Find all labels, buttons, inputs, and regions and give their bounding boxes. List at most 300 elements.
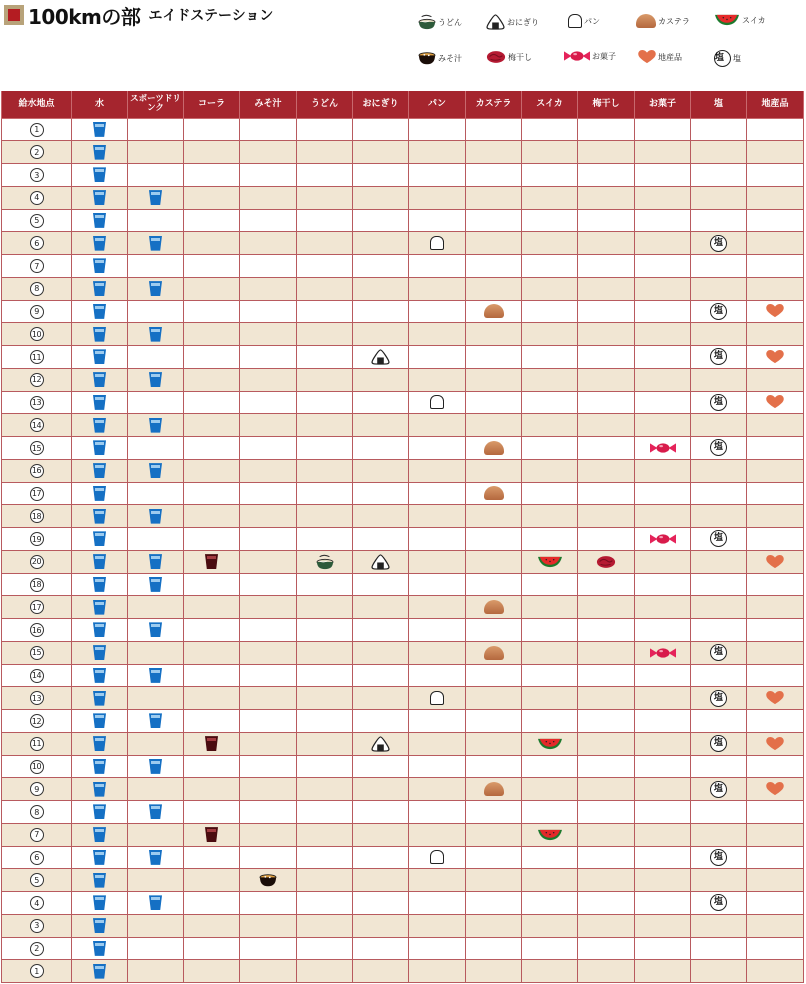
sports-icon [149, 804, 162, 819]
table-row [2, 573, 804, 596]
cell-misosoup [240, 255, 297, 278]
onigiri-icon [371, 554, 390, 570]
salt-icon: 塩 [714, 50, 731, 67]
cell-candy [635, 255, 691, 278]
cell-umeboshi [578, 937, 635, 960]
cell-candy [635, 914, 691, 937]
table-row [2, 778, 804, 801]
cell-udon [297, 164, 353, 187]
cell-bread [409, 300, 466, 323]
cell-umeboshi [578, 118, 635, 141]
misosoup-icon [259, 872, 277, 888]
table-row [2, 710, 804, 733]
castella-icon [484, 600, 504, 614]
cell-water [72, 619, 128, 642]
cell-cola [184, 869, 240, 892]
cell-umeboshi [578, 869, 635, 892]
station-cell [2, 505, 72, 528]
page-title [4, 2, 273, 28]
water-icon [93, 440, 106, 455]
cell-onigiri [353, 892, 409, 915]
legend-label: 地産品 [658, 52, 682, 62]
station-number: 6 [30, 851, 44, 865]
cell-candy [635, 664, 691, 687]
cell-onigiri [353, 869, 409, 892]
cell-bread [409, 960, 466, 983]
cell-misosoup [240, 164, 297, 187]
cell-umeboshi [578, 186, 635, 209]
station-number: 9 [30, 782, 44, 796]
cell-onigiri [353, 414, 409, 437]
table-row [2, 141, 804, 164]
cell-salt [691, 141, 747, 164]
cell-udon [297, 255, 353, 278]
cell-watermelon [522, 346, 578, 369]
cell-watermelon [522, 277, 578, 300]
salt-icon: 塩 [710, 849, 727, 866]
cell-onigiri [353, 960, 409, 983]
cell-udon [297, 346, 353, 369]
cell-salt [691, 528, 747, 551]
cell-cola [184, 528, 240, 551]
cell-castella [466, 459, 522, 482]
sports-icon [149, 577, 162, 592]
column-header-castella: カステラ [466, 91, 522, 118]
table-row [2, 346, 804, 369]
cell-cola [184, 505, 240, 528]
cell-misosoup [240, 892, 297, 915]
water-icon [93, 281, 106, 296]
table-row [2, 255, 804, 278]
candy-icon [650, 647, 676, 659]
water-icon [93, 531, 106, 546]
station-number: 16 [30, 623, 44, 637]
station-number: 10 [30, 327, 44, 341]
cell-cola [184, 596, 240, 619]
cell-umeboshi [578, 437, 635, 460]
cell-misosoup [240, 573, 297, 596]
cell-cola [184, 368, 240, 391]
cell-cola [184, 255, 240, 278]
cell-watermelon [522, 869, 578, 892]
legend-label: 塩 [733, 54, 741, 63]
cell-salt [691, 914, 747, 937]
cell-castella [466, 141, 522, 164]
cell-sports [128, 687, 184, 710]
cell-onigiri [353, 755, 409, 778]
sports-icon [149, 850, 162, 865]
cell-salt [691, 710, 747, 733]
cell-candy [635, 550, 691, 573]
cell-sports [128, 528, 184, 551]
cell-castella [466, 186, 522, 209]
cell-candy [635, 186, 691, 209]
cell-salt [691, 823, 747, 846]
cell-misosoup [240, 141, 297, 164]
cell-water [72, 277, 128, 300]
station-cell [2, 687, 72, 710]
station-number: 3 [30, 919, 44, 933]
cell-udon [297, 232, 353, 255]
cell-heart [747, 550, 804, 573]
cell-castella [466, 778, 522, 801]
station-cell [2, 186, 72, 209]
station-cell [2, 323, 72, 346]
cell-heart [747, 641, 804, 664]
cell-watermelon [522, 414, 578, 437]
cell-water [72, 823, 128, 846]
legend-item-castella [636, 14, 690, 28]
station-cell [2, 641, 72, 664]
cell-onigiri [353, 323, 409, 346]
cell-umeboshi [578, 846, 635, 869]
cell-bread [409, 664, 466, 687]
cell-misosoup [240, 186, 297, 209]
station-cell [2, 823, 72, 846]
cell-candy [635, 619, 691, 642]
station-number: 14 [30, 418, 44, 432]
cell-candy [635, 755, 691, 778]
water-icon [93, 941, 106, 956]
table-row [2, 801, 804, 824]
cell-sports [128, 141, 184, 164]
station-cell [2, 391, 72, 414]
bread-icon [568, 14, 582, 28]
cell-watermelon [522, 300, 578, 323]
table-row [2, 846, 804, 869]
station-number: 12 [30, 373, 44, 387]
cell-bread [409, 141, 466, 164]
station-cell [2, 459, 72, 482]
cell-candy [635, 346, 691, 369]
cell-candy [635, 778, 691, 801]
cell-water [72, 482, 128, 505]
cell-candy [635, 687, 691, 710]
cell-umeboshi [578, 664, 635, 687]
table-row [2, 550, 804, 573]
cell-candy [635, 732, 691, 755]
cell-salt [691, 323, 747, 346]
cell-misosoup [240, 823, 297, 846]
table-row [2, 391, 804, 414]
cell-misosoup [240, 391, 297, 414]
cell-udon [297, 710, 353, 733]
cell-castella [466, 505, 522, 528]
cell-salt [691, 118, 747, 141]
station-cell [2, 778, 72, 801]
cell-umeboshi [578, 596, 635, 619]
cell-castella [466, 391, 522, 414]
station-number: 9 [30, 305, 44, 319]
cell-heart [747, 437, 804, 460]
cell-bread [409, 892, 466, 915]
cell-watermelon [522, 437, 578, 460]
cell-castella [466, 528, 522, 551]
heart-icon [766, 350, 784, 364]
cell-onigiri [353, 550, 409, 573]
station-cell [2, 596, 72, 619]
cell-misosoup [240, 232, 297, 255]
table-row [2, 960, 804, 983]
cell-onigiri [353, 277, 409, 300]
water-icon [93, 349, 106, 364]
cell-onigiri [353, 391, 409, 414]
cell-castella [466, 869, 522, 892]
salt-icon: 塩 [710, 394, 727, 411]
cell-onigiri [353, 346, 409, 369]
cell-castella [466, 732, 522, 755]
station-number: 14 [30, 669, 44, 683]
cell-salt [691, 277, 747, 300]
cell-udon [297, 801, 353, 824]
water-icon [93, 190, 106, 205]
cell-heart [747, 914, 804, 937]
cell-castella [466, 414, 522, 437]
cell-umeboshi [578, 801, 635, 824]
salt-icon: 塩 [710, 439, 727, 456]
sports-icon [149, 463, 162, 478]
station-number: 6 [30, 236, 44, 250]
table-row [2, 300, 804, 323]
cell-sports [128, 277, 184, 300]
cell-salt [691, 778, 747, 801]
cell-watermelon [522, 778, 578, 801]
column-header-umeboshi: 梅干し [578, 91, 635, 118]
cell-candy [635, 892, 691, 915]
salt-icon: 塩 [710, 348, 727, 365]
station-number: 12 [30, 714, 44, 728]
cell-misosoup [240, 528, 297, 551]
cell-umeboshi [578, 892, 635, 915]
cell-udon [297, 437, 353, 460]
legend-item-umeboshi [486, 50, 532, 64]
cell-candy [635, 459, 691, 482]
cell-sports [128, 368, 184, 391]
sports-icon [149, 372, 162, 387]
cell-water [72, 346, 128, 369]
station-number: 2 [30, 145, 44, 159]
cell-water [72, 528, 128, 551]
cell-sports [128, 732, 184, 755]
cell-candy [635, 277, 691, 300]
cell-misosoup [240, 869, 297, 892]
cell-salt [691, 732, 747, 755]
cell-salt [691, 505, 747, 528]
cell-bread [409, 641, 466, 664]
water-icon [93, 554, 106, 569]
cell-water [72, 960, 128, 983]
cell-water [72, 437, 128, 460]
station-number: 7 [30, 259, 44, 273]
station-cell [2, 755, 72, 778]
cell-sports [128, 459, 184, 482]
water-icon [93, 713, 106, 728]
table-row [2, 914, 804, 937]
cell-water [72, 368, 128, 391]
cell-onigiri [353, 937, 409, 960]
cell-onigiri [353, 232, 409, 255]
cell-udon [297, 664, 353, 687]
cell-bread [409, 550, 466, 573]
cell-onigiri [353, 459, 409, 482]
column-header-onigiri: おにぎり [353, 91, 409, 118]
column-header-bread: パン [409, 91, 466, 118]
cell-water [72, 209, 128, 232]
legend-item-watermelon [714, 14, 766, 26]
cell-misosoup [240, 505, 297, 528]
station-number: 11 [30, 737, 44, 751]
cell-umeboshi [578, 209, 635, 232]
cell-castella [466, 937, 522, 960]
cell-candy [635, 846, 691, 869]
cell-heart [747, 118, 804, 141]
sports-icon [149, 418, 162, 433]
cell-candy [635, 482, 691, 505]
cell-bread [409, 346, 466, 369]
aid-station-table [1, 91, 804, 983]
cell-udon [297, 619, 353, 642]
bread-icon [430, 395, 444, 409]
cell-misosoup [240, 437, 297, 460]
station-cell [2, 550, 72, 573]
cell-misosoup [240, 414, 297, 437]
udon-icon [418, 14, 436, 30]
cell-misosoup [240, 277, 297, 300]
heart-icon [638, 50, 656, 64]
cell-onigiri [353, 664, 409, 687]
table-row [2, 414, 804, 437]
cell-salt [691, 459, 747, 482]
table-row [2, 118, 804, 141]
station-cell [2, 914, 72, 937]
cell-candy [635, 414, 691, 437]
bread-icon [430, 850, 444, 864]
cell-cola [184, 277, 240, 300]
cell-cola [184, 960, 240, 983]
sports-icon [149, 236, 162, 251]
cell-sports [128, 823, 184, 846]
cell-onigiri [353, 914, 409, 937]
cell-bread [409, 801, 466, 824]
cell-sports [128, 664, 184, 687]
station-cell [2, 664, 72, 687]
cell-bread [409, 710, 466, 733]
cell-cola [184, 846, 240, 869]
cell-misosoup [240, 914, 297, 937]
cell-umeboshi [578, 778, 635, 801]
castella-icon [484, 486, 504, 500]
cell-castella [466, 209, 522, 232]
cell-castella [466, 801, 522, 824]
cell-cola [184, 414, 240, 437]
cell-heart [747, 801, 804, 824]
cell-bread [409, 869, 466, 892]
cell-water [72, 164, 128, 187]
cell-candy [635, 505, 691, 528]
table-row [2, 823, 804, 846]
cell-castella [466, 619, 522, 642]
cell-candy [635, 209, 691, 232]
cell-onigiri [353, 528, 409, 551]
cell-onigiri [353, 732, 409, 755]
cell-udon [297, 459, 353, 482]
cell-heart [747, 391, 804, 414]
water-icon [93, 804, 106, 819]
water-icon [93, 304, 106, 319]
cell-udon [297, 118, 353, 141]
castella-icon [636, 14, 656, 28]
station-number: 18 [30, 509, 44, 523]
cell-umeboshi [578, 323, 635, 346]
cell-sports [128, 755, 184, 778]
table-row [2, 232, 804, 255]
cell-candy [635, 573, 691, 596]
cell-bread [409, 732, 466, 755]
cell-sports [128, 937, 184, 960]
cell-misosoup [240, 778, 297, 801]
castella-icon [484, 304, 504, 318]
cell-castella [466, 573, 522, 596]
station-number: 10 [30, 760, 44, 774]
cola-icon [205, 554, 218, 569]
cell-candy [635, 141, 691, 164]
legend-label: お菓子 [592, 51, 616, 61]
cell-castella [466, 323, 522, 346]
cell-castella [466, 437, 522, 460]
cell-heart [747, 232, 804, 255]
cell-umeboshi [578, 232, 635, 255]
cell-bread [409, 687, 466, 710]
station-number: 15 [30, 646, 44, 660]
cell-udon [297, 391, 353, 414]
cell-water [72, 391, 128, 414]
cell-heart [747, 505, 804, 528]
cell-candy [635, 710, 691, 733]
candy-icon [650, 533, 676, 545]
cell-bread [409, 528, 466, 551]
sports-icon [149, 713, 162, 728]
cell-heart [747, 664, 804, 687]
cell-castella [466, 550, 522, 573]
cell-udon [297, 960, 353, 983]
watermelon-icon [537, 829, 563, 841]
cell-udon [297, 823, 353, 846]
cell-umeboshi [578, 141, 635, 164]
cell-watermelon [522, 596, 578, 619]
cell-misosoup [240, 710, 297, 733]
cell-udon [297, 937, 353, 960]
station-cell [2, 573, 72, 596]
cell-misosoup [240, 755, 297, 778]
cell-salt [691, 596, 747, 619]
legend-item-udon [418, 14, 462, 30]
cell-onigiri [353, 368, 409, 391]
water-icon [93, 236, 106, 251]
castella-icon [484, 782, 504, 796]
cell-umeboshi [578, 346, 635, 369]
cell-watermelon [522, 937, 578, 960]
cell-salt [691, 482, 747, 505]
cell-onigiri [353, 186, 409, 209]
cell-onigiri [353, 255, 409, 278]
cell-onigiri [353, 823, 409, 846]
cell-misosoup [240, 732, 297, 755]
water-icon [93, 122, 106, 137]
cell-castella [466, 596, 522, 619]
cell-umeboshi [578, 573, 635, 596]
cell-salt [691, 391, 747, 414]
castella-icon [484, 646, 504, 660]
